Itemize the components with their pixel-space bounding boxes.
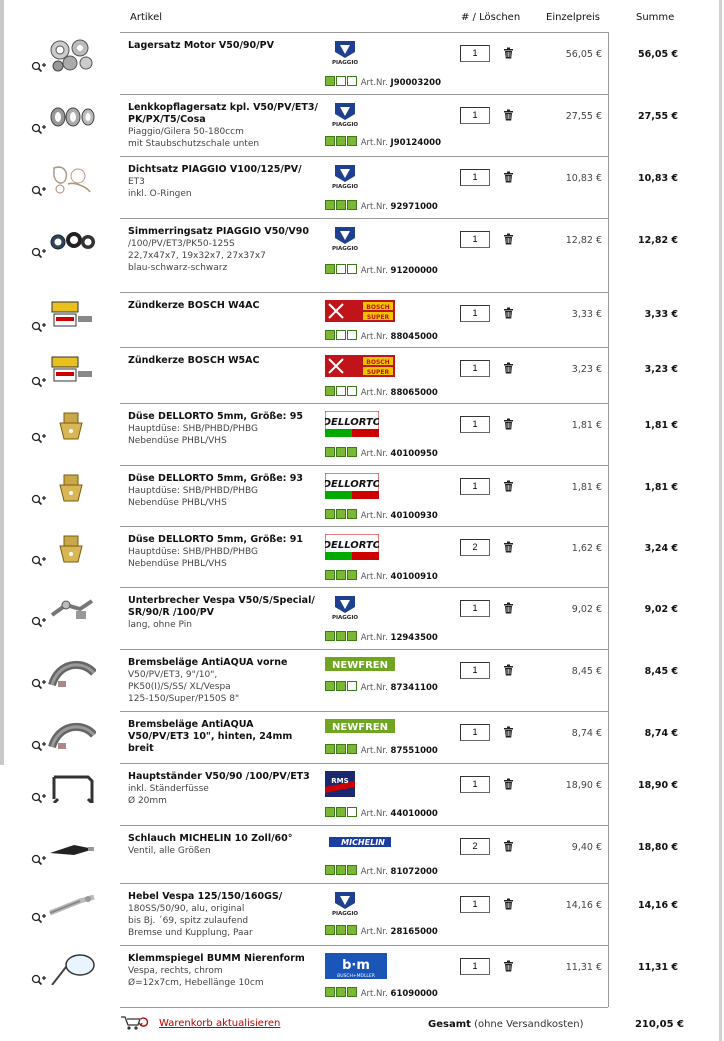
cart-row (0, 711, 724, 763)
quantity-input[interactable] (460, 776, 490, 793)
svg-text:PIAGGIO: PIAGGIO (331, 911, 359, 917)
zoom-icon[interactable] (31, 854, 47, 866)
availability-square (336, 264, 346, 274)
availability-square (325, 925, 335, 935)
row-sum: 8,74 € (644, 728, 678, 739)
art-label: Art.Nr. (360, 511, 388, 521)
row-sum: 18,80 € (638, 842, 678, 853)
art-number-value: 40100950 (390, 449, 438, 459)
svg-text:RMS: RMS (331, 777, 349, 785)
cart-row (0, 32, 724, 94)
quantity-input[interactable] (460, 45, 490, 62)
cart-footer (0, 1008, 724, 1041)
product-title-text[interactable]: Hauptständer V50/90 /100/PV/ET3 (128, 771, 310, 782)
article-number (325, 631, 438, 643)
product-title-text[interactable]: Düse DELLORTO 5mm, Größe: 91 (128, 534, 303, 545)
art-number-value: 88045000 (390, 332, 438, 342)
cart-row (0, 465, 724, 526)
total-label (428, 1019, 584, 1030)
col-qty-delete: # / Löschen (461, 12, 521, 23)
article-number (325, 744, 438, 756)
cart-row (0, 763, 724, 825)
svg-text:MICHELIN: MICHELIN (341, 838, 385, 847)
availability-square (347, 631, 357, 641)
article-number (325, 200, 438, 212)
article-number (325, 987, 438, 999)
availability-square (336, 925, 346, 935)
availability-square (336, 509, 346, 519)
product-title-text[interactable]: Zündkerze BOSCH W5AC (128, 355, 260, 366)
product-title[interactable] (128, 891, 318, 939)
availability-square (347, 76, 357, 86)
row-sum: 18,90 € (638, 780, 678, 791)
cart-row (0, 347, 724, 403)
trash-icon[interactable] (503, 726, 514, 738)
brand-logo (325, 40, 395, 64)
product-title[interactable] (128, 953, 318, 989)
product-title-text[interactable]: Lenkkopflagersatz kpl. V50/PV/ET3/ PK/PX/T5/Cosa (128, 102, 318, 125)
quantity-input[interactable] (460, 478, 490, 495)
art-number-value: 61090000 (390, 989, 438, 999)
quantity-input[interactable] (460, 724, 490, 741)
brand-logo (325, 164, 395, 188)
product-title-text[interactable]: Zündkerze BOSCH W4AC (128, 300, 260, 311)
art-number-value: 87551000 (390, 746, 438, 756)
trash-icon[interactable] (503, 840, 514, 852)
product-thumbnail[interactable] (48, 593, 96, 627)
row-sum: 3,23 € (644, 364, 678, 375)
product-title[interactable] (128, 164, 318, 200)
row-sum: 1,81 € (644, 420, 678, 431)
product-title[interactable] (128, 595, 318, 631)
art-label: Art.Nr. (360, 78, 388, 88)
svg-text:PIAGGIO: PIAGGIO (331, 184, 359, 190)
availability-square (336, 570, 346, 580)
product-thumbnail[interactable] (48, 532, 96, 566)
row-sum: 3,24 € (644, 543, 678, 554)
product-description: ET3 inkl. O-Ringen (128, 177, 192, 199)
product-thumbnail[interactable] (48, 38, 96, 72)
product-title[interactable] (128, 355, 318, 367)
product-thumbnail[interactable] (48, 889, 96, 923)
art-label: Art.Nr. (360, 989, 388, 999)
cart-row (0, 156, 724, 218)
update-cart-link[interactable]: Warenkorb aktualisieren (159, 1018, 281, 1029)
row-sum: 9,02 € (644, 604, 678, 615)
availability-square (325, 136, 335, 146)
product-description: Vespa, rechts, chrom Ø=12x7cm, Hebellänge 10cm (128, 966, 264, 988)
svg-text:BOSCH: BOSCH (366, 304, 390, 311)
product-title-text[interactable]: Düse DELLORTO 5mm, Größe: 95 (128, 411, 303, 422)
zoom-icon[interactable] (31, 555, 47, 567)
art-label: Art.Nr. (360, 202, 388, 212)
product-title-text[interactable]: Dichtsatz PIAGGIO V100/125/PV/ (128, 164, 302, 175)
zoom-icon[interactable] (31, 321, 47, 333)
cart-refresh-icon[interactable] (120, 1015, 150, 1031)
product-description: V50/PV/ET3, 9"/10", PK50(I)/S/SS/ XL/Vespa 125-150/Super/P150S 8" (128, 670, 240, 704)
unit-price: 8,45 € (571, 666, 602, 677)
product-title-text[interactable]: Simmerringsatz PIAGGIO V50/V90 (128, 226, 309, 237)
cart-row (0, 945, 724, 1007)
svg-text:BOSCH: BOSCH (366, 359, 390, 366)
row-sum: 10,83 € (638, 173, 678, 184)
product-description: inkl. Ständerfüsse Ø 20mm (128, 784, 209, 806)
unit-price: 3,23 € (571, 364, 602, 375)
svg-text:PIAGGIO: PIAGGIO (331, 615, 359, 621)
art-number-value: 88065000 (390, 388, 438, 398)
availability-square (347, 925, 357, 935)
product-title[interactable] (128, 771, 318, 807)
trash-icon[interactable] (503, 307, 514, 319)
availability-square (325, 570, 335, 580)
art-number-value: 87341100 (390, 683, 438, 693)
total-value: 210,05 € (634, 1019, 684, 1030)
svg-text:PIAGGIO: PIAGGIO (331, 60, 359, 66)
article-number (325, 447, 438, 459)
product-description: Hauptdüse: SHB/PHBD/PHBG Nebendüse PHBL/VHS (128, 424, 258, 446)
product-thumbnail[interactable] (48, 298, 96, 332)
trash-icon[interactable] (503, 602, 514, 614)
svg-text:DELLORTO: DELLORTO (325, 540, 379, 551)
cart-row (0, 526, 724, 587)
trash-icon[interactable] (503, 898, 514, 910)
product-thumbnail[interactable] (48, 831, 96, 865)
product-title[interactable] (128, 473, 318, 509)
product-title-text[interactable]: Klemmspiegel BUMM Nierenform (128, 953, 305, 964)
product-thumbnail[interactable] (48, 717, 96, 751)
trash-icon[interactable] (503, 778, 514, 790)
availability-square (336, 865, 346, 875)
cart-row (0, 649, 724, 711)
article-number (325, 865, 438, 877)
product-thumbnail[interactable] (48, 409, 96, 443)
art-number-value: 12943500 (390, 633, 438, 643)
row-sum: 8,45 € (644, 666, 678, 677)
art-number-value: 28165000 (390, 927, 438, 937)
unit-price: 9,40 € (571, 842, 602, 853)
row-sum: 12,82 € (638, 235, 678, 246)
availability-square (347, 200, 357, 210)
art-number-value: 40100910 (390, 572, 438, 582)
quantity-input[interactable] (460, 539, 490, 556)
brand-logo (325, 833, 395, 857)
availability-square (325, 987, 335, 997)
availability-square (336, 330, 346, 340)
art-number-value: 91200000 (390, 266, 438, 276)
availability-square (347, 570, 357, 580)
row-sum: 14,16 € (638, 900, 678, 911)
art-label: Art.Nr. (360, 927, 388, 937)
product-thumbnail[interactable] (48, 769, 96, 803)
row-sum: 11,31 € (638, 962, 678, 973)
availability-square (347, 386, 357, 396)
unit-price: 1,62 € (571, 543, 602, 554)
cart-row (0, 825, 724, 883)
zoom-icon[interactable] (31, 974, 47, 986)
art-number-value: 40100930 (390, 511, 438, 521)
art-label: Art.Nr. (360, 138, 388, 148)
article-number (325, 386, 438, 398)
product-title-text[interactable]: Bremsbeläge AntiAQUA V50/PV/ET3 10", hinten, 24mm breit (128, 719, 293, 754)
zoom-icon[interactable] (31, 792, 47, 804)
quantity-input[interactable] (460, 896, 490, 913)
quantity-input[interactable] (460, 958, 490, 975)
availability-square (325, 865, 335, 875)
row-sum: 56,05 € (638, 49, 678, 60)
total-note: (ohne Versandkosten) (474, 1019, 584, 1030)
col-sum: Summe (636, 12, 675, 23)
svg-text:DELLORTO: DELLORTO (325, 417, 379, 428)
unit-price: 56,05 € (565, 49, 602, 60)
article-number (325, 681, 438, 693)
product-title-text[interactable]: Lagersatz Motor V50/90/PV (128, 40, 274, 51)
product-description: Ventil, alle Größen (128, 846, 211, 856)
svg-text:b·m: b·m (342, 958, 370, 973)
product-title-text[interactable]: Schlauch MICHELIN 10 Zoll/60° (128, 833, 293, 844)
zoom-icon[interactable] (31, 376, 47, 388)
availability-square (347, 681, 357, 691)
product-thumbnail[interactable] (48, 353, 96, 387)
cart-row (0, 292, 724, 347)
brand-logo (325, 411, 395, 435)
art-number-value: J90124000 (390, 138, 442, 148)
quantity-input[interactable] (460, 305, 490, 322)
trash-icon[interactable] (503, 418, 514, 430)
cart-row (0, 587, 724, 649)
art-label: Art.Nr. (360, 809, 388, 819)
availability-square (347, 509, 357, 519)
brand-logo (325, 595, 395, 619)
quantity-input[interactable] (460, 231, 490, 248)
svg-text:DELLORTO: DELLORTO (325, 479, 379, 490)
svg-text:PIAGGIO: PIAGGIO (331, 122, 359, 128)
availability-square (347, 330, 357, 340)
product-title-text[interactable]: Hebel Vespa 125/150/160GS/ (128, 891, 283, 902)
availability-square (325, 744, 335, 754)
brand-logo (325, 719, 395, 743)
product-title[interactable] (128, 300, 318, 312)
brand-logo (325, 534, 395, 558)
availability-square (347, 264, 357, 274)
unit-price: 18,90 € (565, 780, 602, 791)
quantity-input[interactable] (460, 600, 490, 617)
art-label: Art.Nr. (360, 633, 388, 643)
unit-price: 9,02 € (571, 604, 602, 615)
availability-square (325, 681, 335, 691)
availability-square (325, 200, 335, 210)
svg-text:NEWFREN: NEWFREN (332, 660, 388, 671)
cart-table-header (0, 0, 724, 32)
zoom-icon[interactable] (31, 740, 47, 752)
article-number (325, 570, 438, 582)
svg-text:NEWFREN: NEWFREN (332, 722, 388, 733)
brand-logo (325, 102, 395, 126)
art-label: Art.Nr. (360, 746, 388, 756)
zoom-icon[interactable] (31, 247, 47, 259)
availability-square (347, 744, 357, 754)
unit-price: 1,81 € (571, 420, 602, 431)
availability-square (347, 807, 357, 817)
availability-square (347, 987, 357, 997)
trash-icon[interactable] (503, 47, 514, 59)
art-label: Art.Nr. (360, 572, 388, 582)
col-artikel: Artikel (130, 12, 163, 23)
trash-icon[interactable] (503, 960, 514, 972)
availability-square (336, 76, 346, 86)
quantity-input[interactable] (460, 107, 490, 124)
trash-icon[interactable] (503, 664, 514, 676)
art-number-value: 81072000 (390, 867, 438, 877)
brand-logo (325, 355, 395, 379)
art-number-value: 92971000 (390, 202, 438, 212)
availability-square (325, 509, 335, 519)
trash-icon[interactable] (503, 480, 514, 492)
quantity-input[interactable] (460, 169, 490, 186)
product-thumbnail[interactable] (48, 655, 96, 689)
quantity-input[interactable] (460, 360, 490, 377)
availability-square (336, 807, 346, 817)
article-number (325, 264, 438, 276)
quantity-input[interactable] (460, 662, 490, 679)
art-number-value: J90003200 (390, 78, 442, 88)
product-title-text[interactable]: Düse DELLORTO 5mm, Größe: 93 (128, 473, 303, 484)
zoom-icon[interactable] (31, 912, 47, 924)
zoom-icon[interactable] (31, 678, 47, 690)
availability-square (325, 76, 335, 86)
product-thumbnail[interactable] (48, 951, 96, 985)
cart-row (0, 218, 724, 292)
art-label: Art.Nr. (360, 867, 388, 877)
art-number-value: 44010000 (390, 809, 438, 819)
availability-square (347, 865, 357, 875)
art-label: Art.Nr. (360, 332, 388, 342)
availability-square (336, 386, 346, 396)
product-thumbnail[interactable] (48, 162, 96, 196)
unit-price: 1,81 € (571, 482, 602, 493)
product-title[interactable] (128, 226, 318, 274)
product-thumbnail[interactable] (48, 224, 96, 258)
availability-square (336, 631, 346, 641)
availability-square (336, 200, 346, 210)
art-label: Art.Nr. (360, 683, 388, 693)
availability-square (325, 330, 335, 340)
availability-square (325, 264, 335, 274)
brand-logo (325, 771, 395, 795)
svg-text:PIAGGIO: PIAGGIO (331, 246, 359, 252)
brand-logo (325, 300, 395, 324)
product-title-text[interactable]: Unterbrecher Vespa V50/S/Special/ SR/90/R /100/PV (128, 595, 315, 618)
row-sum: 3,33 € (644, 309, 678, 320)
brand-logo (325, 657, 395, 681)
art-label: Art.Nr. (360, 388, 388, 398)
product-title[interactable] (128, 102, 318, 150)
product-title[interactable] (128, 833, 318, 857)
availability-square (325, 386, 335, 396)
svg-text:BUSCH+MÜLLER: BUSCH+MÜLLER (337, 974, 375, 979)
row-sum: 27,55 € (638, 111, 678, 122)
quantity-input[interactable] (460, 416, 490, 433)
unit-price: 27,55 € (565, 111, 602, 122)
zoom-icon[interactable] (31, 123, 47, 135)
zoom-icon[interactable] (31, 616, 47, 628)
product-title[interactable] (128, 411, 318, 447)
article-number (325, 807, 438, 819)
product-title[interactable] (128, 657, 318, 705)
product-thumbnail[interactable] (48, 471, 96, 505)
cart-row (0, 403, 724, 465)
product-title[interactable] (128, 40, 318, 52)
quantity-input[interactable] (460, 838, 490, 855)
article-number (325, 330, 438, 342)
cart-row (0, 883, 724, 945)
total-label-text: Gesamt (428, 1019, 471, 1030)
product-description: Piaggio/Gilera 50-180ccm mit Staubschutzschale unten (128, 127, 260, 149)
availability-square (336, 447, 346, 457)
product-description: /100/PV/ET3/PK50-125S 22,7x47x7, 19x32x7, 27x37x7 blau-schwarz-schwarz (128, 239, 266, 273)
brand-logo (325, 953, 395, 977)
brand-logo (325, 226, 395, 250)
availability-square (336, 136, 346, 146)
product-thumbnail[interactable] (48, 100, 96, 134)
trash-icon[interactable] (503, 171, 514, 183)
trash-icon[interactable] (503, 109, 514, 121)
brand-logo (325, 891, 395, 915)
cart-row (0, 94, 724, 156)
article-number (325, 76, 441, 88)
unit-price: 8,74 € (571, 728, 602, 739)
availability-square (336, 681, 346, 691)
product-description: Hauptdüse: SHB/PHBD/PHBG Nebendüse PHBL/VHS (128, 486, 258, 508)
zoom-icon[interactable] (31, 185, 47, 197)
article-number (325, 136, 441, 148)
availability-square (336, 987, 346, 997)
art-label: Art.Nr. (360, 449, 388, 459)
col-unit-price: Einzelpreis (546, 12, 600, 23)
unit-price: 10,83 € (565, 173, 602, 184)
art-label: Art.Nr. (360, 266, 388, 276)
product-description: Hauptdüse: SHB/PHBD/PHBG Nebendüse PHBL/VHS (128, 547, 258, 569)
availability-square (347, 136, 357, 146)
zoom-icon[interactable] (31, 61, 47, 73)
trash-icon[interactable] (503, 233, 514, 245)
trash-icon[interactable] (503, 541, 514, 553)
brand-logo (325, 473, 395, 497)
article-number (325, 509, 438, 521)
availability-square (347, 447, 357, 457)
zoom-icon[interactable] (31, 432, 47, 444)
trash-icon[interactable] (503, 362, 514, 374)
unit-price: 11,31 € (565, 962, 602, 973)
article-number (325, 925, 438, 937)
availability-square (325, 447, 335, 457)
availability-square (336, 744, 346, 754)
product-description: 180SS/50/90, alu, original bis Bj. ´69, spitz zulaufend Bremse und Kupplung, Paar (128, 904, 253, 938)
product-description: lang, ohne Pin (128, 620, 192, 630)
unit-price: 12,82 € (565, 235, 602, 246)
unit-price: 14,16 € (565, 900, 602, 911)
unit-price: 3,33 € (571, 309, 602, 320)
product-title[interactable] (128, 719, 318, 755)
availability-square (325, 631, 335, 641)
zoom-icon[interactable] (31, 494, 47, 506)
svg-text:SUPER: SUPER (366, 369, 390, 376)
product-title-text[interactable]: Bremsbeläge AntiAQUA vorne (128, 657, 288, 668)
availability-square (325, 807, 335, 817)
product-title[interactable] (128, 534, 318, 570)
row-sum: 1,81 € (644, 482, 678, 493)
svg-text:SUPER: SUPER (366, 314, 390, 321)
